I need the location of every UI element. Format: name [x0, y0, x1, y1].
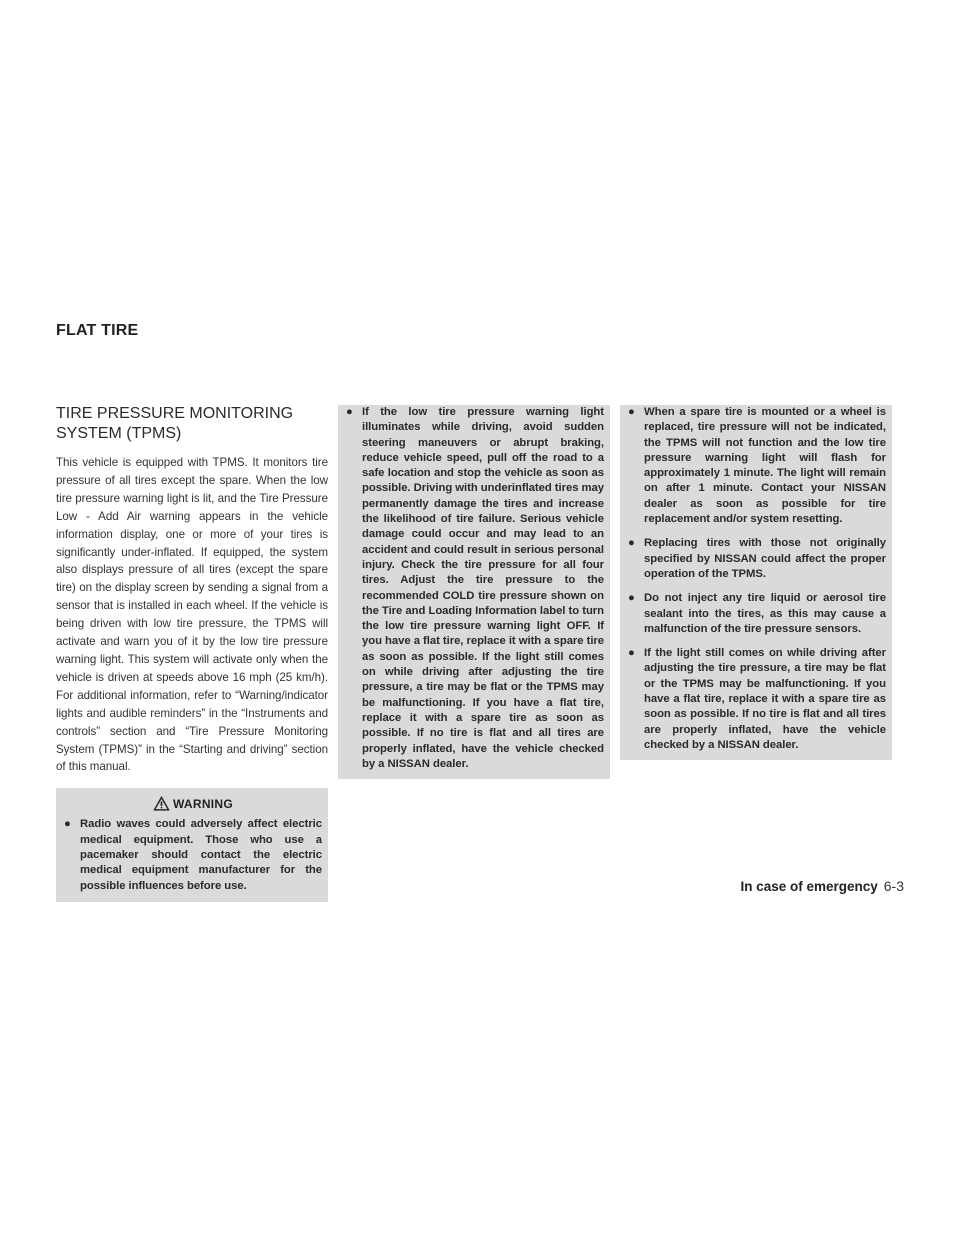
column-1 — [56, 404, 328, 902]
bullet-icon: ● — [628, 406, 635, 418]
warning-item — [628, 646, 886, 753]
warning-continued-col2 — [338, 405, 610, 779]
warning-item — [628, 405, 886, 527]
bullet-icon: ● — [628, 647, 635, 660]
tpms-paragraph: This vehicle is equipped with TPMS. It monitors tire pressure of all tires except the spare. When the low tire pressure warning light is lit, and the Tire Pressure Low - Add Air warning appears in the vehicle information display, one or more of your tires is significantly under-inflated. If equipped, the system also displays pressure of all tires (except the spare tire) on the display screen by sending a signal from a sensor that is installed in each wheel. If the vehicle is being driven with low tire pressure, the TPMS will activate and warn you of it by the low tire pressure warning light. This system will activate only when the vehicle is driven at speeds above 16 mph (25 km/h). For additional information, refer to “Warning/indicator lights and audible reminders” in the “Instruments and controls” section and “Tire Pressure Monitoring System (TPMS)” in the “Starting and driving” section of this manual. — [56, 456, 328, 774]
warning-item — [346, 405, 604, 772]
bullet-icon: ● — [346, 406, 353, 418]
warning-triangle-icon — [153, 796, 170, 811]
warning-continued-col3 — [620, 405, 892, 760]
column-2 — [338, 405, 610, 779]
warning-header — [64, 796, 322, 811]
warning-item-text: If the light still comes on while driving after adjusting the tire pressure, a tire may be flat or the TPMS may be malfunctioning. If you have a flat tire, replace it with a spare tire as soon as possible. If no tire is flat and all tires are properly inflated, have the vehicle checked by a NISSAN dealer. — [644, 647, 886, 751]
warning-title: WARNING — [172, 796, 234, 811]
page-footer — [740, 878, 904, 894]
warning-list-col2 — [346, 405, 604, 772]
column-3 — [620, 405, 892, 760]
footer-section-name: In case of emergency — [740, 879, 878, 894]
bullet-icon: ● — [64, 818, 71, 831]
warning-item-text: If the low tire pressure warning light illuminates while driving, avoid sudden steering maneuvers or abrupt braking, reduce vehicle speed, pull off the road to a safe location and stop the vehicle as soon as possible. Driving with underinflated tires may permanently damage the tires and increase the likelihood of tire failure. Serious vehicle damage could occur and may lead to an accident and could result in serious personal injury. Check the tire pressure for all four tires. Adjust the tire pressure to the recommended COLD tire pressure shown on the Tire and Loading Information label to turn the low tire pressure warning light OFF. If you have a flat tire, replace it with a spare tire as soon as possible. If the light still comes on while driving after adjusting the tire pressure, a tire may be flat or the TPMS may be malfunctioning. If you have a flat tire, replace it with a spare tire as soon as possible. If no tire is flat and all tires are properly inflated, have the vehicle checked by a NISSAN dealer. — [362, 406, 604, 770]
warning-item-text: Radio waves could adversely affect electric medical equipment. Those who use a pacemaker should contact the electric medical equipment manufacturer for the possible influences before use. — [80, 818, 322, 892]
warning-item-text: Replacing tires with those not originally specified by NISSAN could affect the proper operation of the TPMS. — [644, 537, 886, 580]
warning-item — [628, 591, 886, 637]
warning-box — [56, 788, 328, 901]
warning-list-col1 — [64, 817, 322, 893]
warning-item — [64, 817, 322, 893]
section-title: FLAT TIRE — [56, 322, 139, 339]
page-number: 6-3 — [883, 878, 904, 894]
warning-item-text: Do not inject any tire liquid or aerosol tire sealant into the tires, as this may cause a malfunction of the tire pressure sensors. — [644, 592, 886, 635]
warning-list-col3 — [628, 405, 886, 753]
warning-item — [628, 536, 886, 582]
bullet-icon: ● — [628, 537, 635, 550]
warning-item-text: When a spare tire is mounted or a wheel is replaced, tire pressure will not be indicated, the TPMS will not function and the low tire pressure warning light will flash for approximately 1 minute. The light will remain on after 1 minute. Contact your NISSAN dealer as soon as possible for tire replacement and/or system resetting. — [644, 406, 886, 526]
tpms-heading: TIRE PRESSURE MONITORING SYSTEM (TPMS) — [56, 405, 294, 442]
bullet-icon: ● — [628, 592, 635, 605]
